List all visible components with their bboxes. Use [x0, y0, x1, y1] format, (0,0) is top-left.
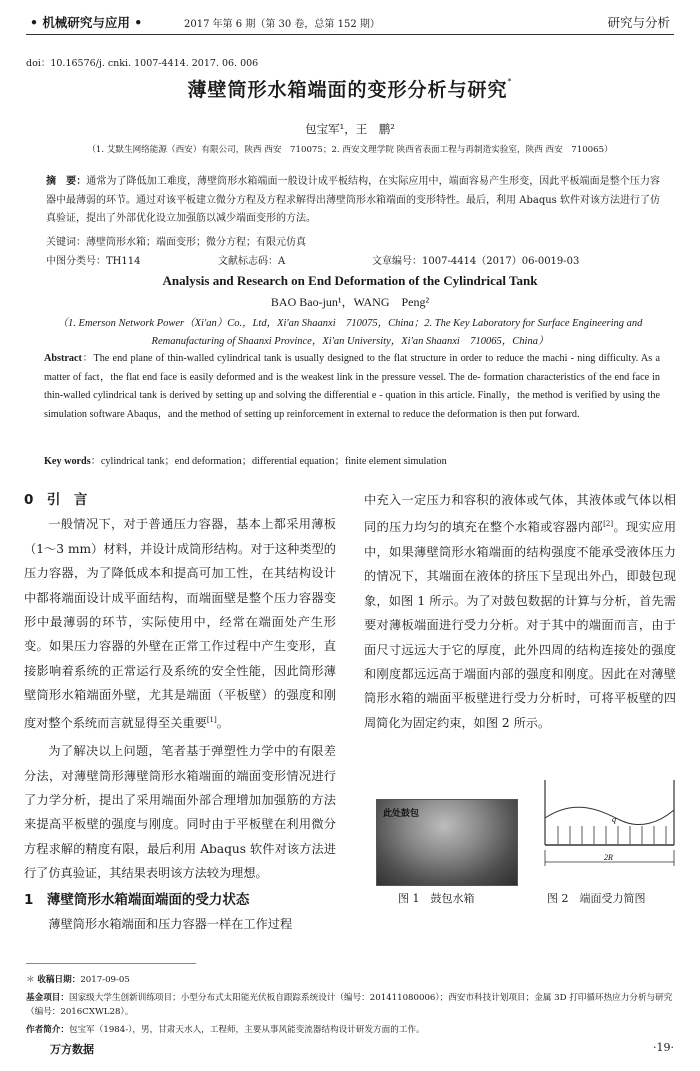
abstract-cn — [46, 173, 660, 229]
abstract-cn-label: 摘 要： — [46, 176, 87, 187]
abstract-cn-text: 通常为了降低加工难度，薄壁筒形水箱端面一般设计成平板结构，在实际应用中，端面容易产生形变，因此平板端面是整个压力容器中最薄弱的环节。通过对该平板建立微分方程及方程求解得出薄壁筒形水箱端面的变形特性。最后，利用 Abaqus 软件对该方法进行了仿真验证，提出了外部优化设立加强筋以减少端面变形的方法。 — [46, 176, 661, 224]
figure-2-caption: 图 2 端面受力简图 — [547, 892, 646, 905]
english-abstract — [44, 350, 660, 424]
figure-2-load-arrows — [558, 826, 666, 844]
title-footnote-mark: * — [507, 77, 513, 86]
doi[interactable]: doi：10.16576/j. cnki. 1007-4414. 2017. 06. 006 — [26, 58, 259, 69]
english-abstract-text: ：The end plane of thin-walled cylindrical tank is usually designed to the flat structure in order to reduce the machi - ning difficulty. As a matter of fact，the flat end face is easily deformed and is the weakest link in the pressure vessel. The de- formation characteristics of the end face in thin-walled cylindrical tank is derived by setting up and solving the differential e - quation in this article. Finally，the method is verified by using the simulation software Abaqus，and the method of setting up reinforcement in external to reduce the deformation is then put forward. — [44, 353, 660, 420]
keywords-cn-label: 关键词： — [46, 237, 86, 248]
running-header — [26, 6, 674, 35]
watermark: 万方数据 — [50, 1043, 94, 1056]
journal-name: • 机械研究与应用 • — [30, 15, 143, 30]
paragraph-3: 薄壁筒形水箱端面和压力容器一样在工作过程 — [48, 916, 293, 931]
figure-2-load-label: q — [612, 815, 616, 824]
english-authors: BAO Bao-jun¹，WANG Peng² — [270, 295, 430, 309]
footnote-rule — [26, 963, 196, 964]
english-keywords-text: ：cylindrical tank；end deformation；differential equation；finite element simulation — [90, 456, 447, 467]
document-code: 文献标志码：A — [218, 256, 286, 267]
right-column — [364, 488, 676, 735]
citation-2[interactable]: [2] — [603, 520, 614, 529]
right-paragraph-b: 。现实应用中，如果薄壁筒形水箱端面的结构强度不能承受液体压力的情况下，其端面在液体的挤压下呈现出外凸，即鼓包现象，如图 1 所示。为了对鼓包数据的计算与分析，首先需要对薄板端面进行受力分析。对于其中的端面而言，由于面尺寸远远大于它的厚度，此外四周的结构连接处的强度和刚度都远远高于端面内部的强度和刚度。因此在对薄壁筒形水箱的端面平板壁进行受力分析时，可将平板壁的四周简化为固定约束，如图 2 所示。 — [364, 520, 677, 730]
paragraph-1-end: 。 — [216, 715, 229, 730]
english-keywords — [44, 452, 447, 467]
fund-text: 国家级大学生创新训练项目；小型分布式太阳能光伏板自跟踪系统设计（编号：201411080006）；西安市科技计划项目；金属 3D 打印循环热应力分析与研究（编号：2016CXWL28）。 — [26, 993, 673, 1017]
section-0-heading: 0 引 言 — [24, 492, 88, 508]
paragraph-1 — [24, 512, 336, 735]
paragraph-1-text: 一般情况下，对于普通压力容器，基本上都采用薄板（1～3 mm）材料，并设计成筒形结构。对于这种类型的压力容器，为了降低成本和提高可加工性，在其结构设计中都将端面设计成平面结构，而端面壁是整个压力容器变形中最薄弱的环节，实际使用中，经常在端面处产生形变。如果压力容器的外壁在正常工作过程中产生变形，直接影响着系统的正常运行及系统的安全性能，因此筒形薄壁筒形水箱端面外壁，尤其是端面（平板壁）的强度和刚度对整个系统而言就显得至关重要 — [24, 517, 336, 730]
english-keywords-label: Key words — [44, 456, 91, 467]
received-value: 2017-09-05 — [80, 975, 130, 985]
keywords-cn-text: 薄壁筒形水箱；端面变形；微分方程；有限元仿真 — [86, 237, 306, 248]
figure-1-annotation: 此处鼓包 — [383, 809, 420, 819]
fund-label: 基金项目： — [26, 993, 69, 1003]
figure-1-caption: 图 1 鼓包水箱 — [398, 892, 475, 905]
section-1-heading: 1 薄壁筒形水箱端面端面的受力状态 — [24, 891, 250, 908]
figure-1-photo — [376, 799, 518, 886]
received-label: 收稿日期： — [37, 975, 81, 985]
author-bio — [26, 1023, 425, 1037]
received-date: ＊ 收稿日期：2017-09-05 — [26, 975, 130, 985]
author-bio-text: 包宝军（1984-），男，甘肃天水人，工程师，主要从事风能变流器结构设计研发方面的工作。 — [68, 1025, 425, 1035]
figure-2-dimension-label: 2R — [604, 853, 613, 862]
keywords-cn — [46, 233, 306, 248]
figure-2-diagram — [540, 780, 680, 880]
english-title: Analysis and Research on End Deformation of the Cylindrical Tank — [162, 273, 538, 288]
right-paragraph-a: 中充入一定压力和容积的液体或气体，其液体或气体以相同的压力均匀的填充在整个水箱或容器内部 — [364, 493, 676, 535]
section-name: 研究与分析 — [607, 15, 670, 30]
clc-number: 中图分类号：TH114 — [46, 256, 141, 267]
issue-info: 2017 年第 6 期（第 30 卷，总第 152 期） — [184, 19, 380, 30]
citation-1[interactable]: [1] — [206, 715, 217, 724]
author-bio-label: 作者简介： — [26, 1025, 69, 1035]
english-abstract-label: Abstract — [44, 353, 82, 364]
page-number: ·19· — [653, 1041, 674, 1054]
figure-2-liquid-surface — [545, 807, 674, 824]
article-number: 文章编号：1007-4414（2017）06-0019-03 — [372, 256, 580, 267]
left-column — [24, 488, 336, 936]
paper-title — [0, 75, 700, 102]
authors-cn: 包宝军¹，王 鹏² — [305, 122, 395, 136]
paragraph-2: 为了解决以上问题，笔者基于弹塑性力学中的有限差分法，对薄壁筒形薄壁筒形水箱端面的端面变形情况进行了力学分析，提出了采用端面外部合理增加加强筋的方法来提高平板壁的强度与刚度。同时由于平板壁在利用微分方程求解的精度有限，最后利用 Abaqus 软件对该方法进行了仿真验证，其结果表明该方法较为理想。 — [24, 744, 336, 881]
paper-title-text: 薄壁筒形水箱端面的变形分析与研究 — [187, 79, 508, 101]
fund-info — [26, 991, 676, 1019]
affiliation-cn: （1. 艾默生网络能源（西安）有限公司，陕西 西安 710075；2. 西安文理学院 陕西省表面工程与再制造实验室，陕西 西安 710065） — [87, 145, 613, 155]
english-affiliation: （1. Emerson Network Power（Xi'an）Co.，Ltd，Xi'an Shaanxi 710075，China；2. The Key Laboratory for Surface Engineering and Remanufacturing of Shaanxi Province，Xi'an University，Xi'an Shaanxi 710065，China） — [57, 318, 643, 347]
